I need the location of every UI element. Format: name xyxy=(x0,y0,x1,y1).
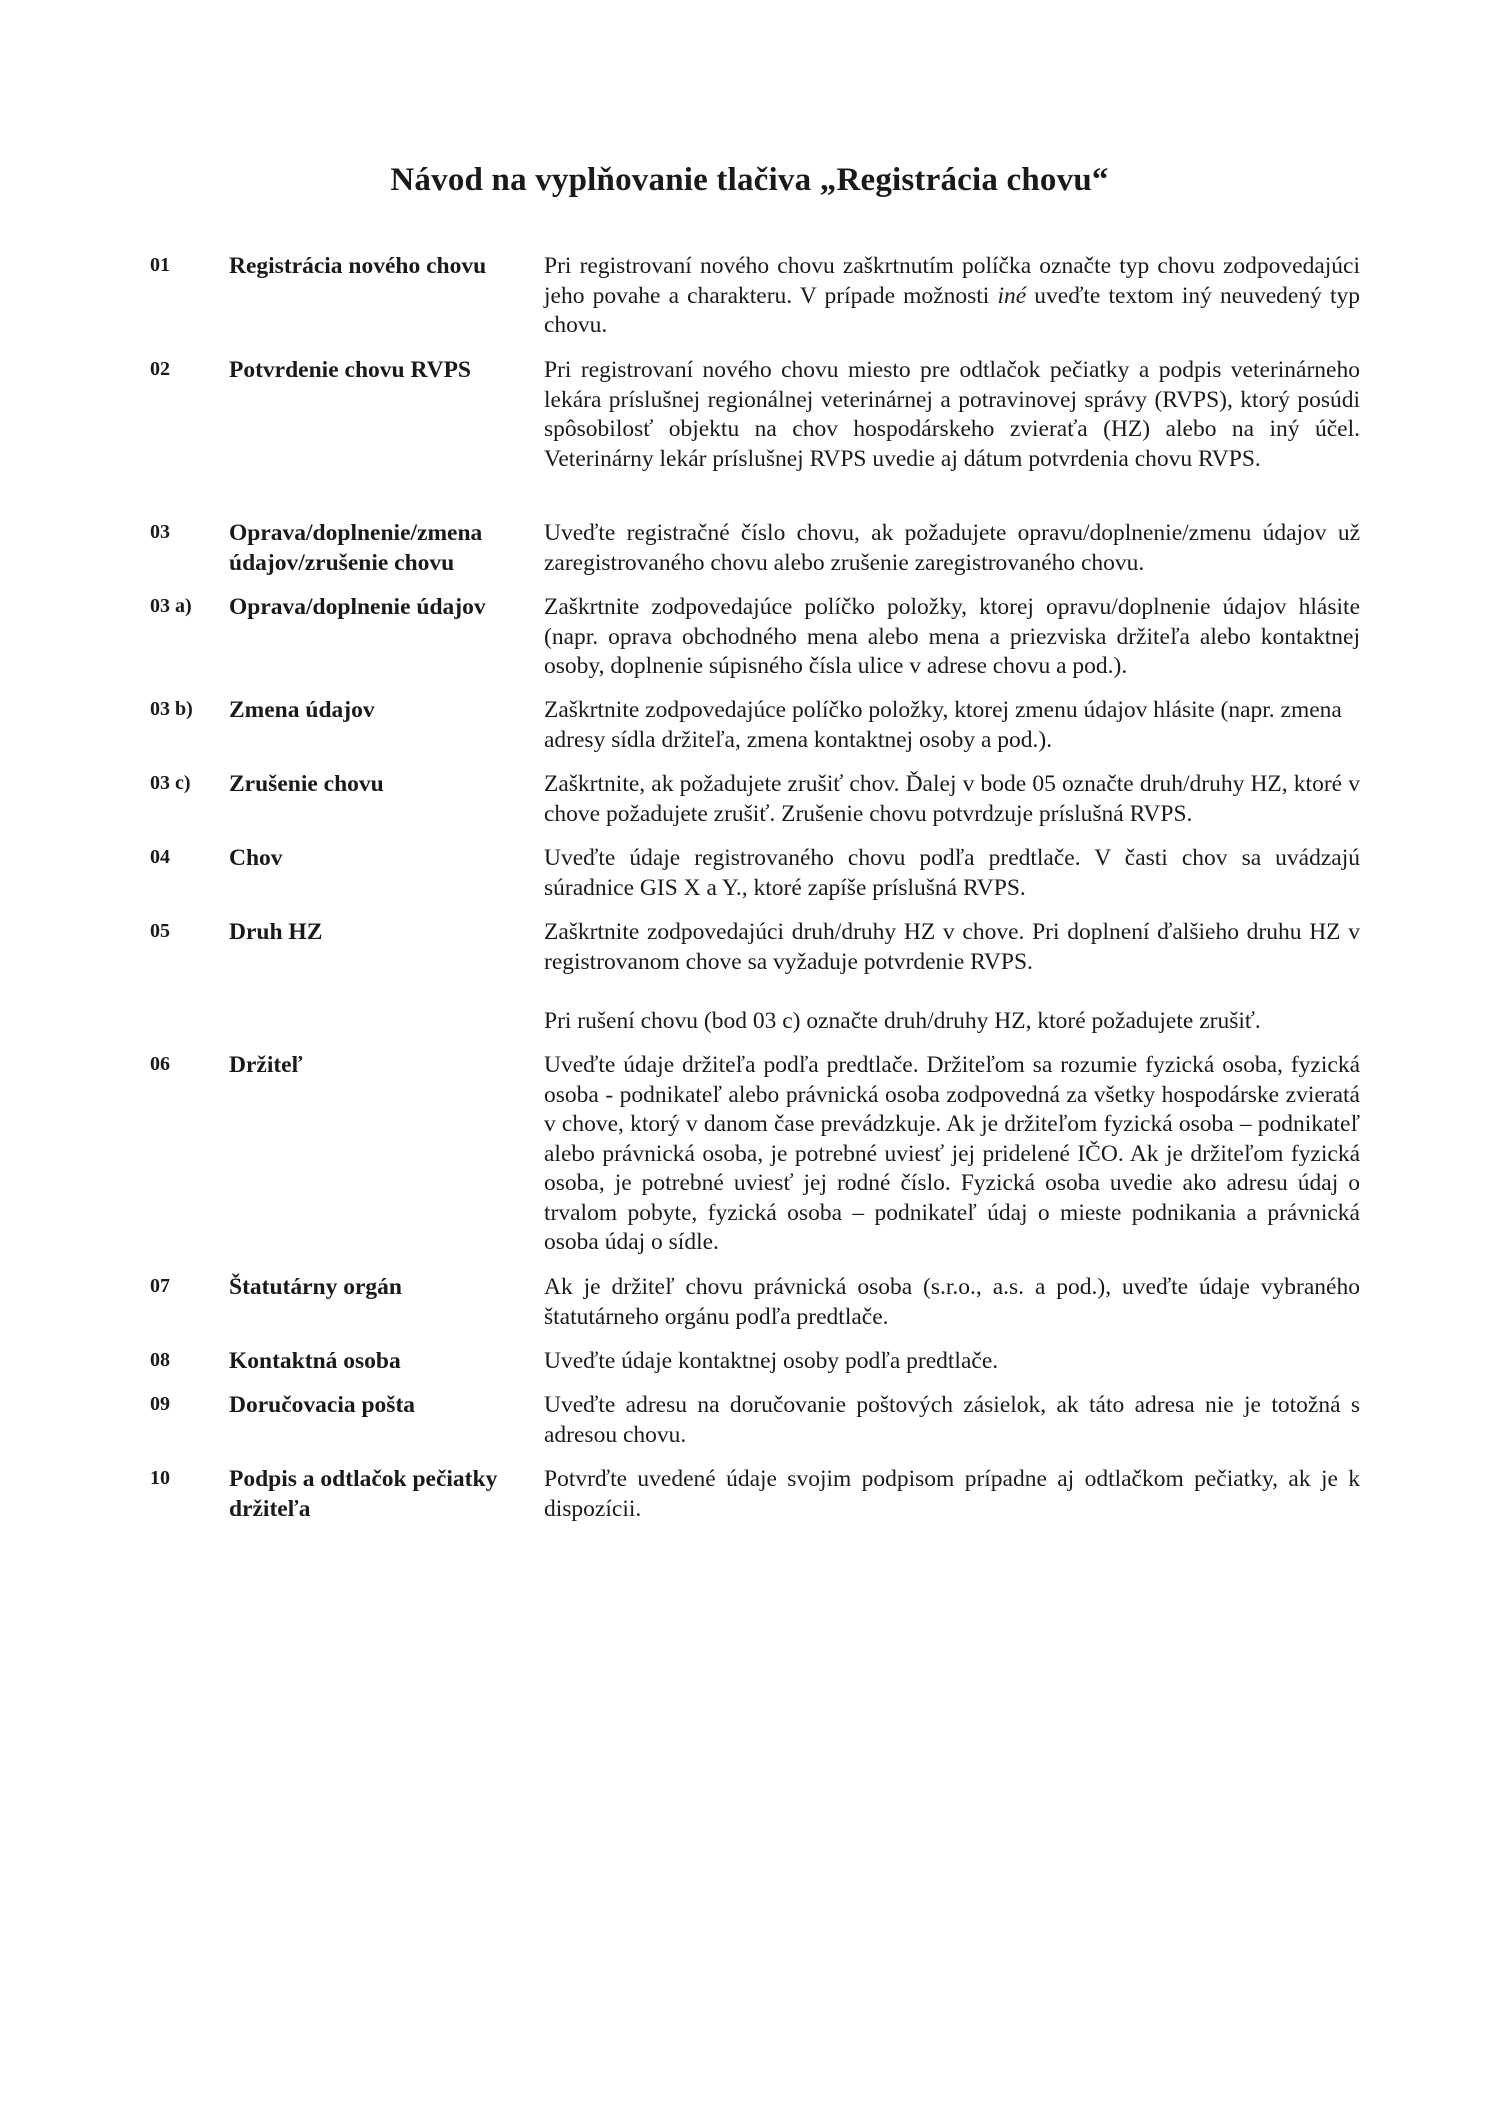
item-description xyxy=(544,918,1360,1036)
item-number: 03 a) xyxy=(150,595,192,617)
item-description: Zaškrtnite, ak požadujete zrušiť chov. Ďalej v bode 05 označte druh/druhy HZ, ktoré v chove požadujete zrušiť. Zrušenie chovu potvrdzuje príslušná RVPS. xyxy=(544,771,1360,827)
item-description-paragraph: Zaškrtnite zodpovedajúci druh/druhy HZ v chove. Pri doplnení ďalšieho druhu HZ v registrovanom chove sa vyžaduje potvrdenie RVPS. xyxy=(544,919,1360,975)
item-number: 09 xyxy=(150,1393,170,1415)
item-number: 06 xyxy=(150,1053,170,1075)
item-label: Oprava/doplnenie údajov xyxy=(229,594,486,620)
item-description: Uveďte údaje kontaktnej osoby podľa predtlače. xyxy=(544,1348,999,1374)
item-number: 07 xyxy=(150,1275,170,1297)
item-description: Uveďte adresu na doručovanie poštových zásielok, ak táto adresa nie je totožná s adresou chovu. xyxy=(544,1392,1360,1448)
item-number: 10 xyxy=(150,1467,170,1489)
item-number: 05 xyxy=(150,920,170,942)
item-label: Štatutárny orgán xyxy=(229,1274,402,1300)
item-number: 03 xyxy=(150,521,170,543)
emphasis-text: iné xyxy=(997,282,1027,309)
item-description: Potvrďte uvedené údaje svojim podpisom prípadne aj odtlačkom pečiatky, ak je k dispozícii. xyxy=(544,1466,1360,1522)
item-number: 04 xyxy=(150,846,170,868)
item-label: Druh HZ xyxy=(229,919,323,945)
item-label: Chov xyxy=(229,845,283,871)
item-label: Podpis a odtlačok pečiatky držiteľa xyxy=(229,1466,498,1522)
item-label: Zmena údajov xyxy=(229,697,375,723)
item-number: 03 b) xyxy=(150,698,193,720)
item-label: Držiteľ xyxy=(229,1052,303,1078)
item-label: Potvrdenie chovu RVPS xyxy=(229,357,471,383)
item-number: 02 xyxy=(150,358,170,380)
item-label: Registrácia nového chovu xyxy=(229,253,487,279)
item-number: 08 xyxy=(150,1349,170,1371)
item-description: Uveďte údaje registrovaného chovu podľa predtlače. V časti chov sa uvádzajú súradnice GIS X a Y., ktoré zapíše príslušná RVPS. xyxy=(544,845,1360,901)
item-description: Ak je držiteľ chovu právnická osoba (s.r.o., a.s. a pod.), uveďte údaje vybraného štatutárneho orgánu podľa predtlače. xyxy=(544,1274,1360,1330)
item-label: Oprava/doplnenie/zmena údajov/zrušenie chovu xyxy=(229,520,483,576)
item-description-paragraph: Pri rušení chovu (bod 03 c) označte druh/druhy HZ, ktoré požadujete zrušiť. xyxy=(544,1007,1261,1034)
item-number: 03 c) xyxy=(150,772,191,794)
item-description: Uveďte údaje držiteľa podľa predtlače. Držiteľom sa rozumie fyzická osoba, fyzická osoba - podnikateľ alebo právnická osoba zodpovedná za všetky hospodárske zvieratá v chove, ktorý v danom čase prevádzkuje. Ak je držiteľom fyzická osoba – podnikateľ alebo právnická osoba, je potrebné uviesť jej pridelené IČO. Ak je držiteľom fyzická osoba, je potrebné uviesť jej rodné číslo. Fyzická osoba uvedie ako adresu údaj o trvalom pobyte, fyzická osoba – podnikateľ údaj o mieste podnikania a právnická osoba údaj o sídle. xyxy=(544,1052,1360,1255)
item-description: Pri registrovaní nového chovu miesto pre odtlačok pečiatky a podpis veterinárneho lekára príslušnej regionálnej veterinárnej a potravinovej správy (RVPS), ktorý posúdi spôsobilosť objektu na chov hospodárskeho zvieraťa (HZ) alebo na iný účel. Veterinárny lekár príslušnej RVPS uvedie aj dátum potvrdenia chovu RVPS. xyxy=(544,357,1360,472)
item-description: Zaškrtnite zodpovedajúce políčko položky, ktorej opravu/doplnenie údajov hlásite (napr. oprava obchodného mena alebo mena a priezviska držiteľa alebo kontaktnej osoby, doplnenie súpisného čísla ulice v adrese chovu a pod.). xyxy=(544,594,1360,679)
item-label: Zrušenie chovu xyxy=(229,771,384,797)
item-number: 01 xyxy=(150,254,170,276)
item-description: Uveďte registračné číslo chovu, ak požadujete opravu/doplnenie/zmenu údajov už zaregistrovaného chovu alebo zrušenie zaregistrovaného chovu. xyxy=(544,520,1360,576)
item-label: Kontaktná osoba xyxy=(229,1348,401,1374)
item-label: Doručovacia pošta xyxy=(229,1392,416,1418)
item-description: Zaškrtnite zodpovedajúce políčko položky, ktorej zmenu údajov hlásite (napr. zmena adresy sídla držiteľa, zmena kontaktnej osoby a pod.). xyxy=(544,697,1342,753)
page-title: Návod na vyplňovanie tlačiva „Registrácia chovu“ xyxy=(390,162,1109,198)
item-description: Pri registrovaní nového chovu zaškrtnutím políčka označte typ chovu zodpovedajúci jeho povahe a charakteru. V prípade možnosti iné uveďte textom iný neuvedený typ chovu. xyxy=(544,253,1360,338)
